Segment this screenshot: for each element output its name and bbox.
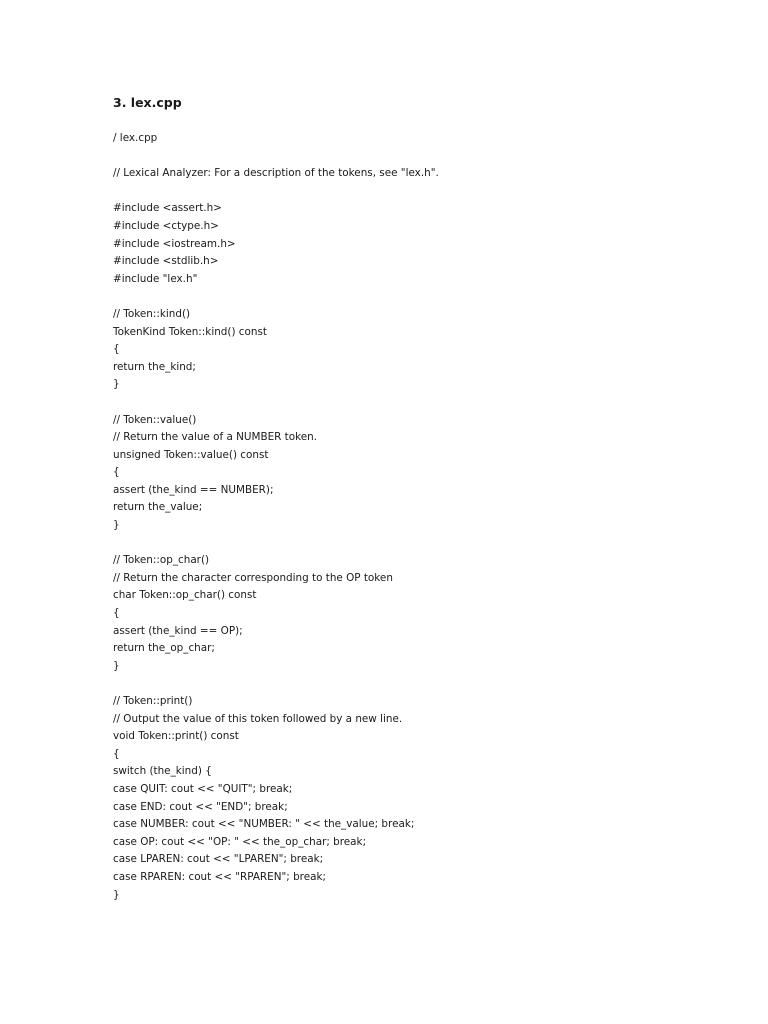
code-line: case END: cout << "END"; break;	[113, 800, 288, 813]
code-line	[113, 288, 439, 306]
code-line: assert (the_kind == NUMBER);	[113, 483, 274, 496]
code-line: // Return the value of a NUMBER token.	[113, 431, 318, 444]
code-line: // Token::kind()	[113, 307, 191, 320]
code-line	[113, 183, 439, 201]
code-line: #include "lex.h"	[113, 272, 198, 285]
code-line: // Token::value()	[113, 413, 197, 426]
code-line: return the_kind;	[113, 360, 196, 373]
code-line	[113, 394, 439, 412]
code-line: {	[113, 607, 120, 620]
section-heading: 3. lex.cpp	[113, 95, 182, 110]
code-line: / lex.cpp	[113, 132, 158, 144]
code-line: unsigned Token::value() const	[113, 448, 269, 461]
code-line: }	[113, 888, 120, 901]
code-line: #include <iostream.h>	[113, 237, 236, 250]
code-line: char Token::op_char() const	[113, 589, 257, 602]
code-line	[113, 148, 439, 166]
code-line: case LPAREN: cout << "LPAREN"; break;	[113, 853, 324, 866]
code-line: // Return the character corresponding to the OP token	[113, 571, 393, 584]
code-line: // Token::print()	[113, 695, 193, 707]
code-line	[113, 535, 439, 553]
code-line: case RPAREN: cout << "RPAREN"; break;	[113, 870, 326, 883]
code-line: // Output the value of this token followed by a new line.	[113, 712, 403, 725]
code-line: #include <assert.h>	[113, 202, 222, 215]
code-line: return the_value;	[113, 501, 203, 514]
code-line: #include <ctype.h>	[113, 219, 219, 232]
code-line: {	[113, 466, 120, 479]
code-line: }	[113, 519, 120, 532]
code-line	[113, 675, 439, 693]
code-line: case QUIT: cout << "QUIT"; break;	[113, 782, 293, 795]
code-line: {	[113, 747, 120, 760]
code-line: void Token::print() const	[113, 730, 239, 743]
code-line: return the_op_char;	[113, 642, 215, 655]
code-line: #include <stdlib.h>	[113, 255, 219, 268]
code-line: assert (the_kind == OP);	[113, 624, 243, 637]
code-line: }	[113, 659, 120, 672]
code-listing	[113, 130, 439, 904]
code-line: case OP: cout << "OP: " << the_op_char; break;	[113, 835, 367, 848]
code-line: // Token::op_char()	[113, 554, 210, 567]
code-line: switch (the_kind) {	[113, 765, 212, 778]
code-line: // Lexical Analyzer: For a description of the tokens, see "lex.h".	[113, 167, 439, 180]
code-line: }	[113, 378, 120, 391]
code-line: TokenKind Token::kind() const	[113, 325, 267, 338]
code-line: {	[113, 343, 120, 356]
code-line: case NUMBER: cout << "NUMBER: " << the_value; break;	[113, 818, 415, 831]
